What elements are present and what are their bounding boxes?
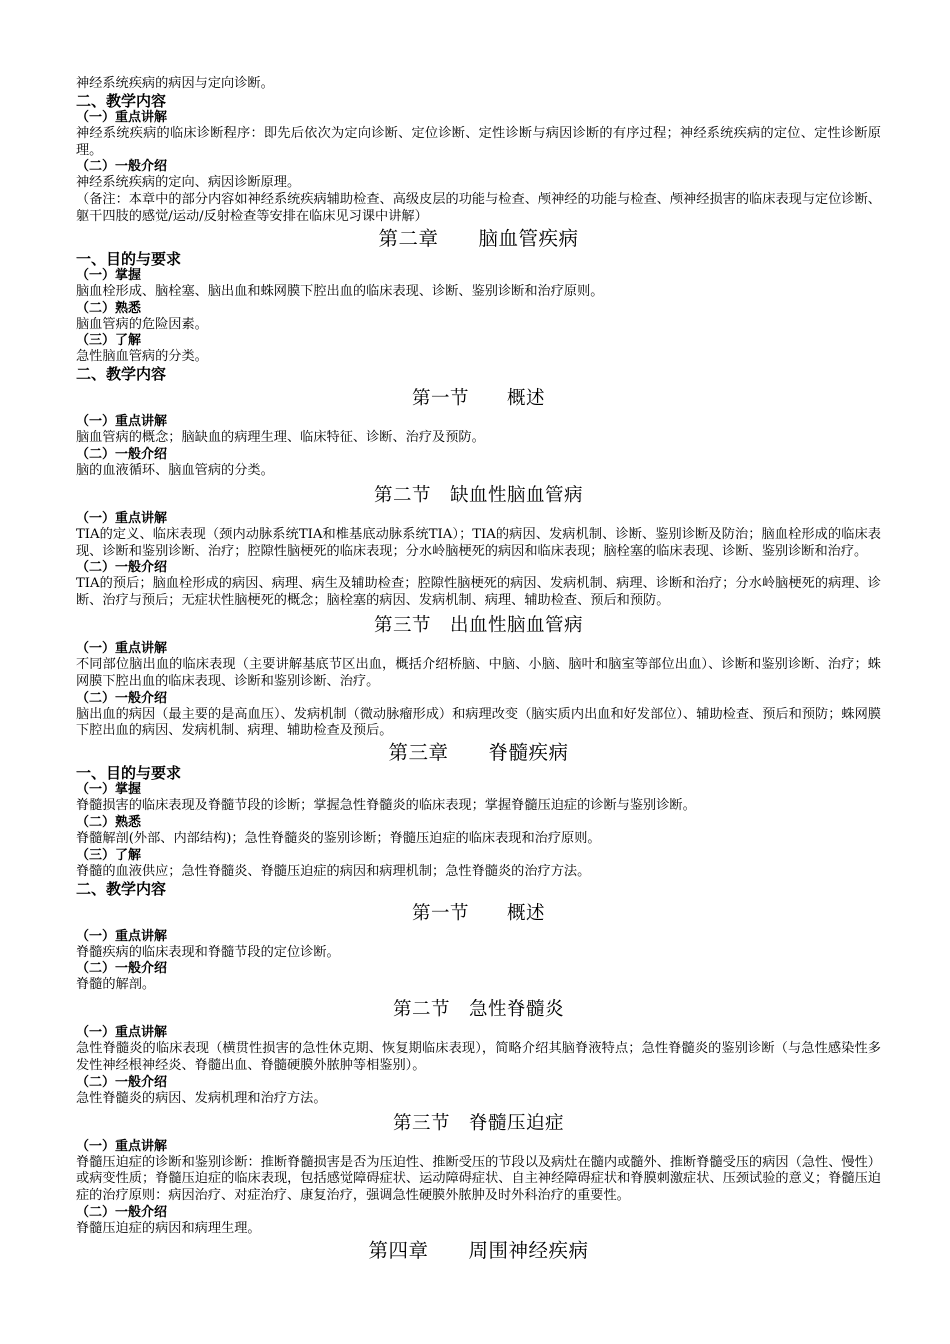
subheading-key-points: （一）重点讲解: [76, 1025, 168, 1041]
subheading-general-intro: （二）一般介绍: [76, 690, 168, 706]
section-title: 第三节 脊髓压迫症: [392, 1112, 564, 1134]
subheading-key-points: （一）重点讲解: [76, 928, 168, 944]
subheading-understand: （三）了解: [76, 847, 142, 863]
paragraph: TIA的定义、临床表现（颈内动脉系统TIA和椎基底动脉系统TIA）；TIA的病因、发病机制、诊断、鉴别诊断及防治；脑血栓形成的临床表现、诊断和鉴别诊断、治疗；腔隙性脑梗死的临床表现；分水岭脑梗死的病因和临床表现；脑栓塞的临床表现、诊断、鉴别诊断和治疗。: [76, 526, 881, 559]
subheading-key-points: （一）重点讲解: [76, 109, 168, 125]
subheading-general-intro: （二）一般介绍: [76, 446, 168, 462]
paragraph: 脊髓的解剖。: [76, 977, 156, 993]
section-title: 第二节 缺血性脑血管病: [373, 484, 583, 506]
paragraph: 脑出血的病因（最主要的是高血压）、发病机制（微动脉瘤形成）和病理改变（脑实质内出血和好发部位）、辅助检查、预后和预防；蛛网膜下腔出血的病因、发病机制、病理、辅助检查及预后。: [76, 706, 881, 739]
subheading-master: （一）掌握: [76, 267, 142, 283]
paragraph: 神经系统疾病的病因与定向诊断。: [76, 76, 274, 91]
paragraph: 神经系统疾病的定向、病因诊断原理。: [76, 175, 301, 191]
heading-teaching-content: 二、教学内容: [76, 879, 167, 898]
subheading-master: （一）掌握: [76, 782, 142, 798]
heading-objectives: 一、目的与要求: [76, 249, 182, 268]
heading-teaching-content: 二、教学内容: [76, 91, 167, 110]
heading-objectives: 一、目的与要求: [76, 764, 182, 783]
subheading-key-points: （一）重点讲解: [76, 414, 168, 430]
paragraph: 脑的血液循环、脑血管病的分类。: [76, 462, 274, 478]
paragraph: 急性脊髓炎的临床表现（横贯性损害的急性休克期、恢复期临床表现），简略介绍其脑脊液特点；急性脊髓炎的鉴别诊断（与急性感染性多发性神经根神经炎、脊髓出血、脊髓硬膜外脓肿等相鉴别）。: [76, 1041, 881, 1073]
paragraph: 不同部位脑出血的临床表现（主要讲解基底节区出血，概括介绍桥脑、中脑、小脑、脑叶和脑室等部位出血）、诊断和鉴别诊断、治疗；蛛网膜下腔出血的临床表现、诊断和鉴别诊断、治疗。: [76, 656, 881, 689]
chapter-title: 第三章 脊髓疾病: [388, 741, 569, 765]
subheading-general-intro: （二）一般介绍: [76, 961, 168, 977]
paragraph: 脑血管病的概念；脑缺血的病理生理、临床特征、诊断、治疗及预防。: [76, 430, 485, 446]
note-paragraph: （备注：本章中的部分内容如神经系统疾病辅助检查、高级皮层的功能与检查、颅神经的功能与检查、颅神经损害的临床表现与定位诊断、躯干四肢的感觉/运动/反射检查等安排在临床见习课中讲解）: [76, 192, 881, 224]
paragraph: 脑血管病的危险因素。: [76, 316, 208, 332]
chapter-title: 第二章 脑血管疾病: [378, 226, 579, 250]
paragraph: 脊髓的血液供应；急性脊髓炎、脊髓压迫症的病因和病理机制；急性脊髓炎的治疗方法。: [76, 863, 591, 879]
section-title: 第一节 概述: [411, 902, 545, 924]
document-page: [76, 76, 881, 1263]
subheading-general-intro: （二）一般介绍: [76, 1204, 168, 1220]
section-title: 第一节 概述: [411, 388, 545, 410]
subheading-key-points: （一）重点讲解: [76, 510, 168, 526]
subheading-familiar: （二）熟悉: [76, 814, 142, 830]
section-title: 第三节 出血性脑血管病: [373, 614, 583, 636]
paragraph: 脊髓压迫症的病因和病理生理。: [76, 1220, 261, 1236]
paragraph: 脊髓压迫症的诊断和鉴别诊断：推断脊髓损害是否为压迫性、推断受压的节段以及病灶在髓内或髓外、推断脊髓受压的病因（急性、慢性）或病变性质；脊髓压迫症的临床表现，包括感觉障碍症状、运动障碍症状、自主神经障碍症状和脊膜刺激症状、压颈试验的意义；脊髓压迫症的治疗原则：病因治疗、对症治疗、康复治疗，强调急性硬膜外脓肿及时外科治疗的重要性。: [76, 1154, 881, 1204]
chapter-title: 第四章 周围神经疾病: [368, 1238, 589, 1262]
paragraph: 脑血栓形成、脑栓塞、脑出血和蛛网膜下腔出血的临床表现、诊断、鉴别诊断和治疗原则。: [76, 283, 604, 299]
paragraph: 脊髓疾病的临床表现和脊髓节段的定位诊断。: [76, 944, 340, 960]
subheading-key-points: （一）重点讲解: [76, 640, 168, 656]
paragraph: 脊髓损害的临床表现及脊髓节段的诊断；掌握急性脊髓炎的临床表现；掌握脊髓压迫症的诊断与鉴别诊断。: [76, 798, 696, 814]
subheading-understand: （三）了解: [76, 333, 142, 349]
subheading-general-intro: （二）一般介绍: [76, 159, 168, 175]
subheading-familiar: （二）熟悉: [76, 300, 142, 316]
paragraph: TIA的预后；脑血栓形成的病因、病理、病生及辅助检查；腔隙性脑梗死的病因、发病机制、病理、诊断和治疗；分水岭脑梗死的病理、诊断、治疗与预后；无症状性脑梗死的概念；脑栓塞的病因、发病机制、病理、辅助检查、预后和预防。: [76, 576, 881, 609]
heading-teaching-content: 二、教学内容: [76, 365, 167, 384]
section-title: 第二节 急性脊髓炎: [392, 999, 564, 1021]
paragraph: 急性脑血管病的分类。: [76, 349, 208, 365]
subheading-key-points: （一）重点讲解: [76, 1138, 168, 1154]
subheading-general-intro: （二）一般介绍: [76, 560, 168, 576]
paragraph: 神经系统疾病的临床诊断程序：即先后依次为定向诊断、定位诊断、定性诊断与病因诊断的有序过程；神经系统疾病的定位、定性诊断原理。: [76, 125, 881, 158]
subheading-general-intro: （二）一般介绍: [76, 1074, 168, 1090]
paragraph: 脊髓解剖(外部、内部结构)；急性脊髓炎的鉴别诊断；脊髓压迫症的临床表现和治疗原则。: [76, 830, 601, 846]
paragraph: 急性脊髓炎的病因、发病机理和治疗方法。: [76, 1090, 327, 1106]
